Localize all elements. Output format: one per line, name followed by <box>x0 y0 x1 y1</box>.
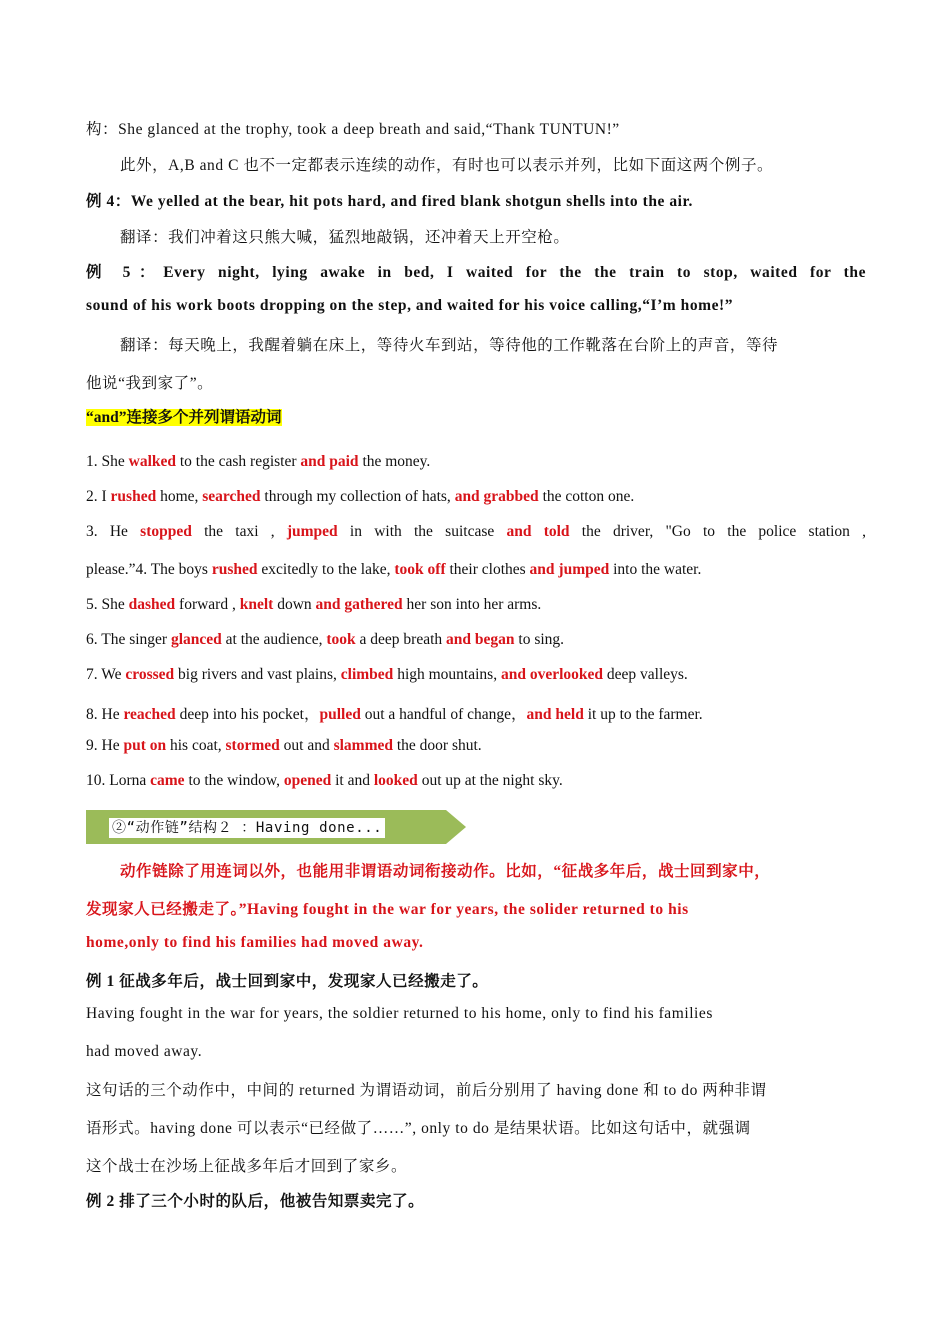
sentence-text: out a handful of change， <box>360 706 527 723</box>
sentence-text: 1. She <box>86 453 129 470</box>
sentence-text: out up at the night sky. <box>417 772 563 789</box>
sentence-text: 6. The singer <box>86 631 171 648</box>
sentence-text: 7. We <box>86 666 126 683</box>
sentence-text: big rivers and vast plains, <box>174 666 341 683</box>
sentence-text: 2. I <box>86 488 111 505</box>
verb: climbed <box>340 666 394 683</box>
verb: opened <box>283 772 332 789</box>
sentence-10 <box>86 772 866 790</box>
explanation-line1: 这句话的三个动作中，中间的 returned 为谓语动词，前后分别用了 having done 和 to do 两种非谓 <box>86 1082 767 1099</box>
sentence-text: in with the suitcase <box>337 523 507 540</box>
sentence-9 <box>86 737 866 755</box>
sentence-7 <box>86 666 866 684</box>
sentence-text: into the water. <box>609 561 702 578</box>
verb: slammed <box>333 737 393 754</box>
sentence-text: excitedly to the lake, <box>257 561 395 578</box>
sentence-text: the driver, "Go to the police station , <box>569 523 866 540</box>
and-section-heading-row <box>86 405 866 427</box>
example4-translation: 翻译：我们冲着这只熊大喊，猛烈地敲锅，还冲着天上开空枪。 <box>120 229 570 246</box>
verb: and overlooked <box>500 666 604 683</box>
example1-title: 例 1 征战多年后，战士回到家中，发现家人已经搬走了。 <box>86 973 489 990</box>
section2-intro-line3: home,only to find his families had moved away. <box>86 934 424 951</box>
sentence-6 <box>86 631 866 649</box>
verb: rushed <box>211 561 258 578</box>
sentence-text: a deep breath <box>355 631 447 648</box>
note-paragraph: 此外，A,B and C 也不一定都表示连续的动作，有时也可以表示并列，比如下面这两个例子。 <box>120 157 774 174</box>
verb: stopped <box>140 523 192 540</box>
verb: dashed <box>128 596 176 613</box>
verb: and told <box>506 523 570 540</box>
verb: pulled <box>319 706 361 723</box>
section2-intro-line1: 动作链除了用连词以外，也能用非谓语动词衔接动作。比如，“征战多年后，战士回到家中， <box>120 863 771 880</box>
sentence-text: it up to the farmer. <box>583 706 703 723</box>
sentence-2 <box>86 488 866 506</box>
example4-text: 例 4：We yelled at the bear, hit pots hard, and fired blank shotgun shells into the air. <box>86 193 693 210</box>
sentence-text: to the window, <box>184 772 284 789</box>
verb: stormed <box>225 737 280 754</box>
verb: walked <box>128 453 176 470</box>
sentence-text: 10. Lorna <box>86 772 151 789</box>
verb: and jumped <box>529 561 610 578</box>
sentence-8 <box>86 702 866 724</box>
sentence-text: her son into her arms. <box>402 596 542 613</box>
structure-example-line: 构：She glanced at the trophy, took a deep breath and said,“Thank TUNTUN!” <box>86 121 620 138</box>
section2-intro-line2: 发现家人已经搬走了。”Having fought in the war for years, the solider returned to his <box>86 901 689 918</box>
example5-line1: 例 5：Every night, lying awake in bed, I waited for the the train to stop, waited for the <box>86 264 866 281</box>
sentence-text: out and <box>279 737 334 754</box>
sentence-text: deep into his pocket， <box>175 706 320 723</box>
sentence-text: to the cash register <box>176 453 301 470</box>
sentence-text: down <box>273 596 316 613</box>
verb: glanced <box>170 631 222 648</box>
sentence-text: the door shut. <box>393 737 482 754</box>
sentence-text: it and <box>331 772 374 789</box>
sentence-text: his coat, <box>166 737 226 754</box>
example1-line2: had moved away. <box>86 1043 203 1060</box>
verb: and held <box>526 706 584 723</box>
sentence-text: their clothes <box>445 561 530 578</box>
sentence-text: deep valleys. <box>603 666 688 683</box>
verb: came <box>150 772 185 789</box>
sentence-text: 3. He <box>86 523 141 540</box>
sentence-4 <box>86 561 866 579</box>
verb: reached <box>123 706 176 723</box>
example5-translation-line1: 翻译：每天晚上，我醒着躺在床上，等待火车到站，等待他的工作靴落在台阶上的声音，等待 <box>120 337 779 354</box>
verb: jumped <box>286 523 338 540</box>
sentence-text: at the audience, <box>221 631 327 648</box>
verb: and paid <box>300 453 359 470</box>
sentence-text: please.”4. The boys <box>86 561 212 578</box>
verb: crossed <box>125 666 175 683</box>
verb: and began <box>446 631 515 648</box>
verb: and gathered <box>315 596 403 613</box>
sentence-text: through my collection of hats, <box>260 488 455 505</box>
verb: knelt <box>239 596 274 613</box>
verb: put on <box>123 737 167 754</box>
verb: looked <box>373 772 418 789</box>
verb: rushed <box>110 488 157 505</box>
sentence-text: 9. He <box>86 737 124 754</box>
example5-translation-line2: 他说“我到家了”。 <box>86 375 214 392</box>
explanation-line2: 语形式。having done 可以表示“已经做了……”, only to do 是结果状语。比如这句话中，就强调 <box>86 1120 751 1137</box>
sentence-text: the money. <box>358 453 431 470</box>
sentence-3 <box>86 523 866 541</box>
verb: took <box>326 631 356 648</box>
sentence-text: to sing. <box>514 631 565 648</box>
section-tag-label: ②“动作链”结构２ ：Having done... <box>109 818 385 838</box>
example1-line1: Having fought in the war for years, the soldier returned to his home, only to find his families <box>86 1005 713 1022</box>
verb: and grabbed <box>454 488 539 505</box>
sentence-1 <box>86 453 866 471</box>
sentence-text: the cotton one. <box>538 488 635 505</box>
example5-line2: sound of his work boots dropping on the step, and waited for his voice calling,“I’m home!” <box>86 297 734 314</box>
example2-title: 例 2 排了三个小时的队后，他被告知票卖完了。 <box>86 1193 425 1210</box>
sentence-text: forward , <box>175 596 240 613</box>
sentence-text: high mountains, <box>393 666 501 683</box>
sentence-text: 8. He <box>86 706 124 723</box>
sentence-text: home, <box>156 488 203 505</box>
sentence-text: 5. She <box>86 596 129 613</box>
sentence-text: the taxi , <box>191 523 287 540</box>
verb: took off <box>394 561 446 578</box>
sentence-5 <box>86 596 866 614</box>
explanation-line3: 这个战士在沙场上征战多年后才回到了家乡。 <box>86 1158 408 1175</box>
verb: searched <box>202 488 261 505</box>
and-section-heading: “and”连接多个并列谓语动词 <box>86 409 282 426</box>
